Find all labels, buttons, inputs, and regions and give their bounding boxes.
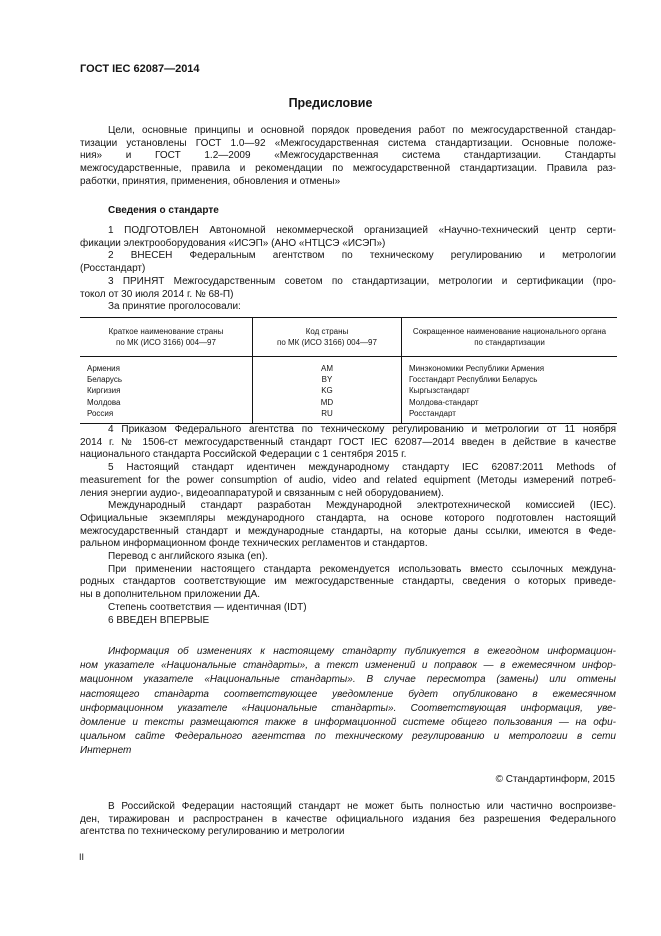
- item-4-line: национального стандарта Российской Федерации с 1 сентября 2015 г.: [80, 449, 407, 461]
- notice-line: настоящего стандарта соответствующее уведомление будет опубликовано в ежемесячном: [80, 688, 616, 700]
- application-line: родных стандартов соответствующие им межгосударственные стандарты, сведения о которых приведе-: [80, 576, 616, 588]
- table-row: [80, 408, 617, 424]
- cell-body: Госстандарт Республики Беларусь: [409, 375, 538, 385]
- table-header-row: [80, 318, 617, 357]
- table-row: [80, 374, 617, 385]
- translation-line: Перевод с английского языка (en).: [108, 551, 268, 563]
- item-2-line: (Росстандарт): [80, 263, 146, 275]
- application-line: При применении настоящего стандарта рекомендуется использовать вместо ссылочных междуна-: [108, 563, 616, 575]
- cell-body: Молдова-стандарт: [409, 397, 479, 407]
- cell-code: AM: [253, 357, 402, 375]
- restriction-line: В Российской Федерации настоящий стандарт не может быть полностью или частично воспроизве-: [108, 801, 616, 812]
- header-text: по МК (ИСО 3166) 004—97: [116, 338, 216, 347]
- item-4-line: 2014 г. № 1506-ст межгосударственный стандарт ГОСТ IEC 62087—2014 введен в действие в качестве: [80, 436, 616, 448]
- header-text: по МК (ИСО 3166) 004—97: [277, 338, 377, 347]
- item-5-line: ления энергии аудио-, видеоаппаратурой и связанным с ней оборудованием).: [80, 487, 444, 499]
- standard-info-items-1-3: [80, 225, 616, 314]
- notice-line: домление и тексты размещаются также в информационной системе общего пользования — на офи-: [80, 717, 616, 729]
- notice-line: циальном сайте Федерального агентства по техническому регулированию и метрологии в сети: [80, 731, 616, 743]
- reproduction-restriction: [80, 801, 616, 839]
- document-code-header: ГОСТ IEC 62087—2014: [80, 63, 200, 75]
- cell-body: Кыргызстандарт: [409, 386, 470, 396]
- copyright-notice: © Стандартинформ, 2015: [495, 774, 615, 785]
- item-2-line: 2 ВНЕСЕН Федеральным агентством по техническому регулированию и метрологии: [108, 250, 616, 262]
- cell-country: Россия: [80, 408, 253, 424]
- voted-label: За принятие проголосовали:: [108, 301, 241, 313]
- item-4-line: 4 Приказом Федерального агентства по техническому регулированию и метрологии от 11 ноября: [108, 424, 616, 435]
- item-5-line: 5 Настоящий стандарт идентичен международному стандарту IEC 62087:2011 Methods of: [108, 462, 616, 474]
- standard-info-heading-block: [80, 205, 616, 218]
- application-line: ны в дополнительном приложении ДА.: [80, 589, 261, 601]
- cell-country: Молдова: [87, 397, 121, 407]
- notice-line: Интернет: [80, 745, 132, 757]
- notice-line: информационном указателе «Национальные стандарты». Соответствующая информация, уве-: [80, 702, 616, 714]
- item-1-line: 1 ПОДГОТОВЛЕН Автономной некоммерческой организацией «Научно-технический центр серти-: [108, 225, 616, 236]
- cell-country: Армения: [87, 364, 120, 373]
- item-5-line: measurement for the power consumption of audio, video and related equipment (Методы измерений потреб-: [80, 474, 616, 486]
- page-number: II: [79, 852, 85, 862]
- changes-notice: [80, 645, 616, 759]
- text-line: Цели, основные принципы и основной порядок проведения работ по межгосударственной стандар-: [108, 125, 616, 136]
- column-header-body: [402, 318, 618, 357]
- table-row: [80, 357, 617, 375]
- conformity-line: Степень соответствия — идентичная (IDT): [108, 601, 307, 613]
- developed-line: межгосударственный стандарт и международные стандарты, на которые даны ссылки, имеются в Феде-: [80, 525, 616, 537]
- standard-info-heading: Сведения о стандарте: [108, 205, 219, 216]
- notice-line: ном указателе «Национальные стандарты», а текст изменений и поправок — в ежемесячном инфор-: [80, 660, 616, 672]
- text-line: ния» и ГОСТ 1.2—2009 «Межгосударственная система стандартизации. Стандарты: [80, 150, 616, 162]
- developed-line: Международный стандарт разработан Международной электротехнической комиссией (IEC).: [108, 500, 616, 512]
- restriction-line: агентства по техническому регулированию и метрологии: [80, 826, 345, 838]
- header-text: Код страны: [305, 327, 349, 336]
- header-text: по стандартизации: [474, 338, 545, 347]
- developed-line: ральном информационном фонде технических регламентов и стандартов.: [80, 538, 428, 550]
- cell-code: BY: [253, 374, 402, 385]
- voting-countries-table: [80, 317, 617, 424]
- item-3-line: токол от 30 июля 2014 г. № 68-П): [80, 288, 234, 300]
- restriction-line: ден, тиражирован и распространен в качестве официального издания без разрешения Федерального: [80, 813, 616, 825]
- text-line: работки, принятия, применения, обновления и отмены»: [80, 175, 341, 187]
- table-row: [80, 397, 617, 408]
- text-line: тизации установлены ГОСТ 1.0—92 «Межгосударственная система стандартизации. Основные положе-: [80, 137, 616, 149]
- preface-title: Предисловие: [288, 96, 373, 110]
- column-header-code: [253, 318, 402, 357]
- item-1-line: фикации электрооборудования «ИСЭП» (АНО «НТЦСЭ «ИСЭП»): [80, 237, 386, 249]
- cell-code: MD: [253, 397, 402, 408]
- cell-country: Беларусь: [87, 375, 122, 385]
- column-header-country: [80, 318, 253, 357]
- cell-country: Киргизия: [87, 386, 121, 396]
- cell-code: KG: [253, 385, 402, 396]
- cell-code: RU: [253, 408, 402, 424]
- header-text: Краткое наименование страны: [108, 327, 224, 336]
- preface-intro-paragraph: [80, 125, 616, 189]
- item-6-line: 6 ВВЕДЕН ВПЕРВЫЕ: [108, 614, 210, 626]
- notice-line: Информация об изменениях к настоящему стандарту публикуется в ежегодном информацион-: [108, 646, 616, 657]
- standard-info-items-4-6: [80, 424, 616, 627]
- header-text: Сокращенное наименование национального органа: [412, 327, 607, 336]
- item-3-line: 3 ПРИНЯТ Межгосударственным советом по стандартизации, метрологии и сертификации (про-: [108, 275, 616, 287]
- table-row: [80, 385, 617, 396]
- notice-line: мационном указателе «Национальные стандарты». В случае пересмотра (замены) или отмены: [80, 674, 616, 686]
- text-line: межгосударственные, правила и рекомендации по межгосударственной стандартизации. Правила раз-: [80, 163, 616, 175]
- cell-body: Минэкономики Республики Армения: [409, 364, 545, 373]
- cell-body: Росстандарт: [402, 408, 618, 424]
- developed-line: Официальные экземпляры международного стандарта, на основе которого подготовлен настоящий: [80, 512, 616, 524]
